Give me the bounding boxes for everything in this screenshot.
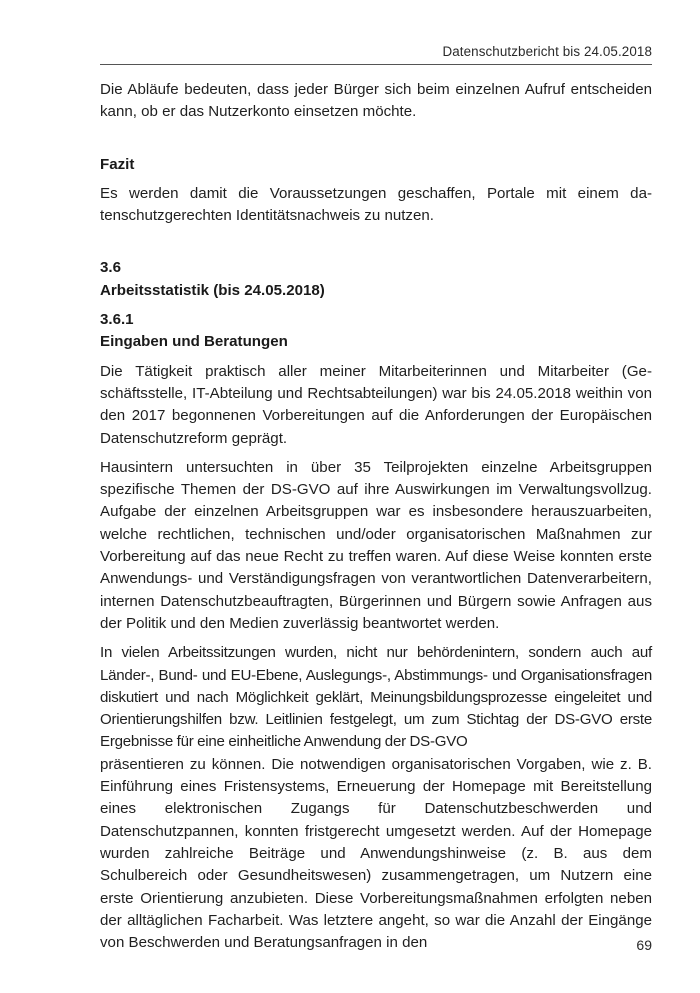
page-number: 69 [636, 937, 652, 953]
section-number: 3.6 [100, 259, 121, 277]
subsection-number: 3.6.1 [100, 311, 134, 329]
spacer [100, 302, 652, 309]
fazit-heading: Fazit [100, 155, 135, 173]
spacer [100, 354, 652, 361]
section-title: Arbeitsstatistik (bis 24.05.2018) [100, 281, 325, 299]
body-paragraph-2: Hausintern untersuchten in über 35 Teilprojekten einzelne Arbeitsgruppen spezifische Themen der DS-GVO auf ihre Auswirkungen im Verwaltungsvollzug. Aufgabe der einzelnen Arbeitsgruppen war es insbesondere herauszuarbeiten, welche rechtlichen, technischen und/oder organisatorischen Maßnahmen zur Vorbereitung auf das neue Recht zu treffen waren. Auf diese Weise konnten erste Anwendungs- und Verständigungsfragen von verantwortlichen Datenverarbeitern, internen Datenschutzbeauftragten, Bürgerinnen und Bürgern sowie Anfragen aus der Politik und den Medien zuverlässig beantwortet werden. [100, 458, 652, 632]
spacer [100, 635, 652, 642]
body-paragraph-3-continued: präsentieren zu können. Die notwendigen organisatorischen Vorgaben, wie z. B. Einführung eines Fristensystems, Erneuerung der Homepage mit Bereitstellung eines elektronischen Zugangs für Datenschutzbeschwerden und Datenschutzpannen, konnten fristgerecht umgesetzt werden. Auf der Homepage wurden zahlreiche Beiträge und Anwendungshinweise (z. B. aus dem Schulbereich oder Gesundheitswesen) zusammengetragen, um Nutzern eine erste Orientierung anzubieten. Diese Vorbereitungsmaßnahmen erfolgten neben der alltäglichen Facharbeit. Was letztere angeht, so war die Anzahl der Eingänge von Beschwerden und Beratungsanfragen in den [100, 755, 652, 952]
spacer [100, 124, 652, 154]
spacer [100, 176, 652, 183]
fazit-paragraph: Es werden damit die Voraussetzungen geschaffen, Portale mit einem datenschutzgerechten Identitätsnachweis zu nutzen. [100, 184, 652, 225]
spacer [100, 450, 652, 457]
body-paragraph-3-dense: In vielen Arbeitssitzungen wurden, nicht nur behördenintern, sondern auch auf Länder-, Bund- und EU-Ebene, Auslegungs-, Abstimmungs- und Organisationsfragen diskutiert und nach Möglichkeit geklärt, Meinungsbildungsprozesse eingeleitet und Orientierungshilfen bzw. Leitlinien festgelegt, um zum Stichtag der DS-GVO erste Ergebnisse für eine einheitliche Anwendung der DS-GVO [100, 644, 652, 751]
body-paragraph-1: Die Tätigkeit praktisch aller meiner Mitarbeiterinnen und Mitarbeiter (Geschäftsstelle, IT-Abteilung und Rechtsabteilungen) war bis 24.05.2018 weithin von den 2017 begonnenen Vorbereitungen auf die Anforderungen der Europäischen Datenschutzreform geprägt. [100, 362, 652, 447]
header-rule [100, 64, 652, 65]
intro-paragraph: Die Abläufe bedeuten, dass jeder Bürger sich beim einzelnen Aufruf entscheiden kann, ob er das Nutzerkonto einsetzen möchte. [100, 81, 652, 121]
spacer [100, 227, 652, 257]
running-header: Datenschutzbericht bis 24.05.2018 [442, 44, 652, 59]
subsection-title: Eingaben und Beratungen [100, 333, 288, 351]
page-content [100, 79, 652, 954]
